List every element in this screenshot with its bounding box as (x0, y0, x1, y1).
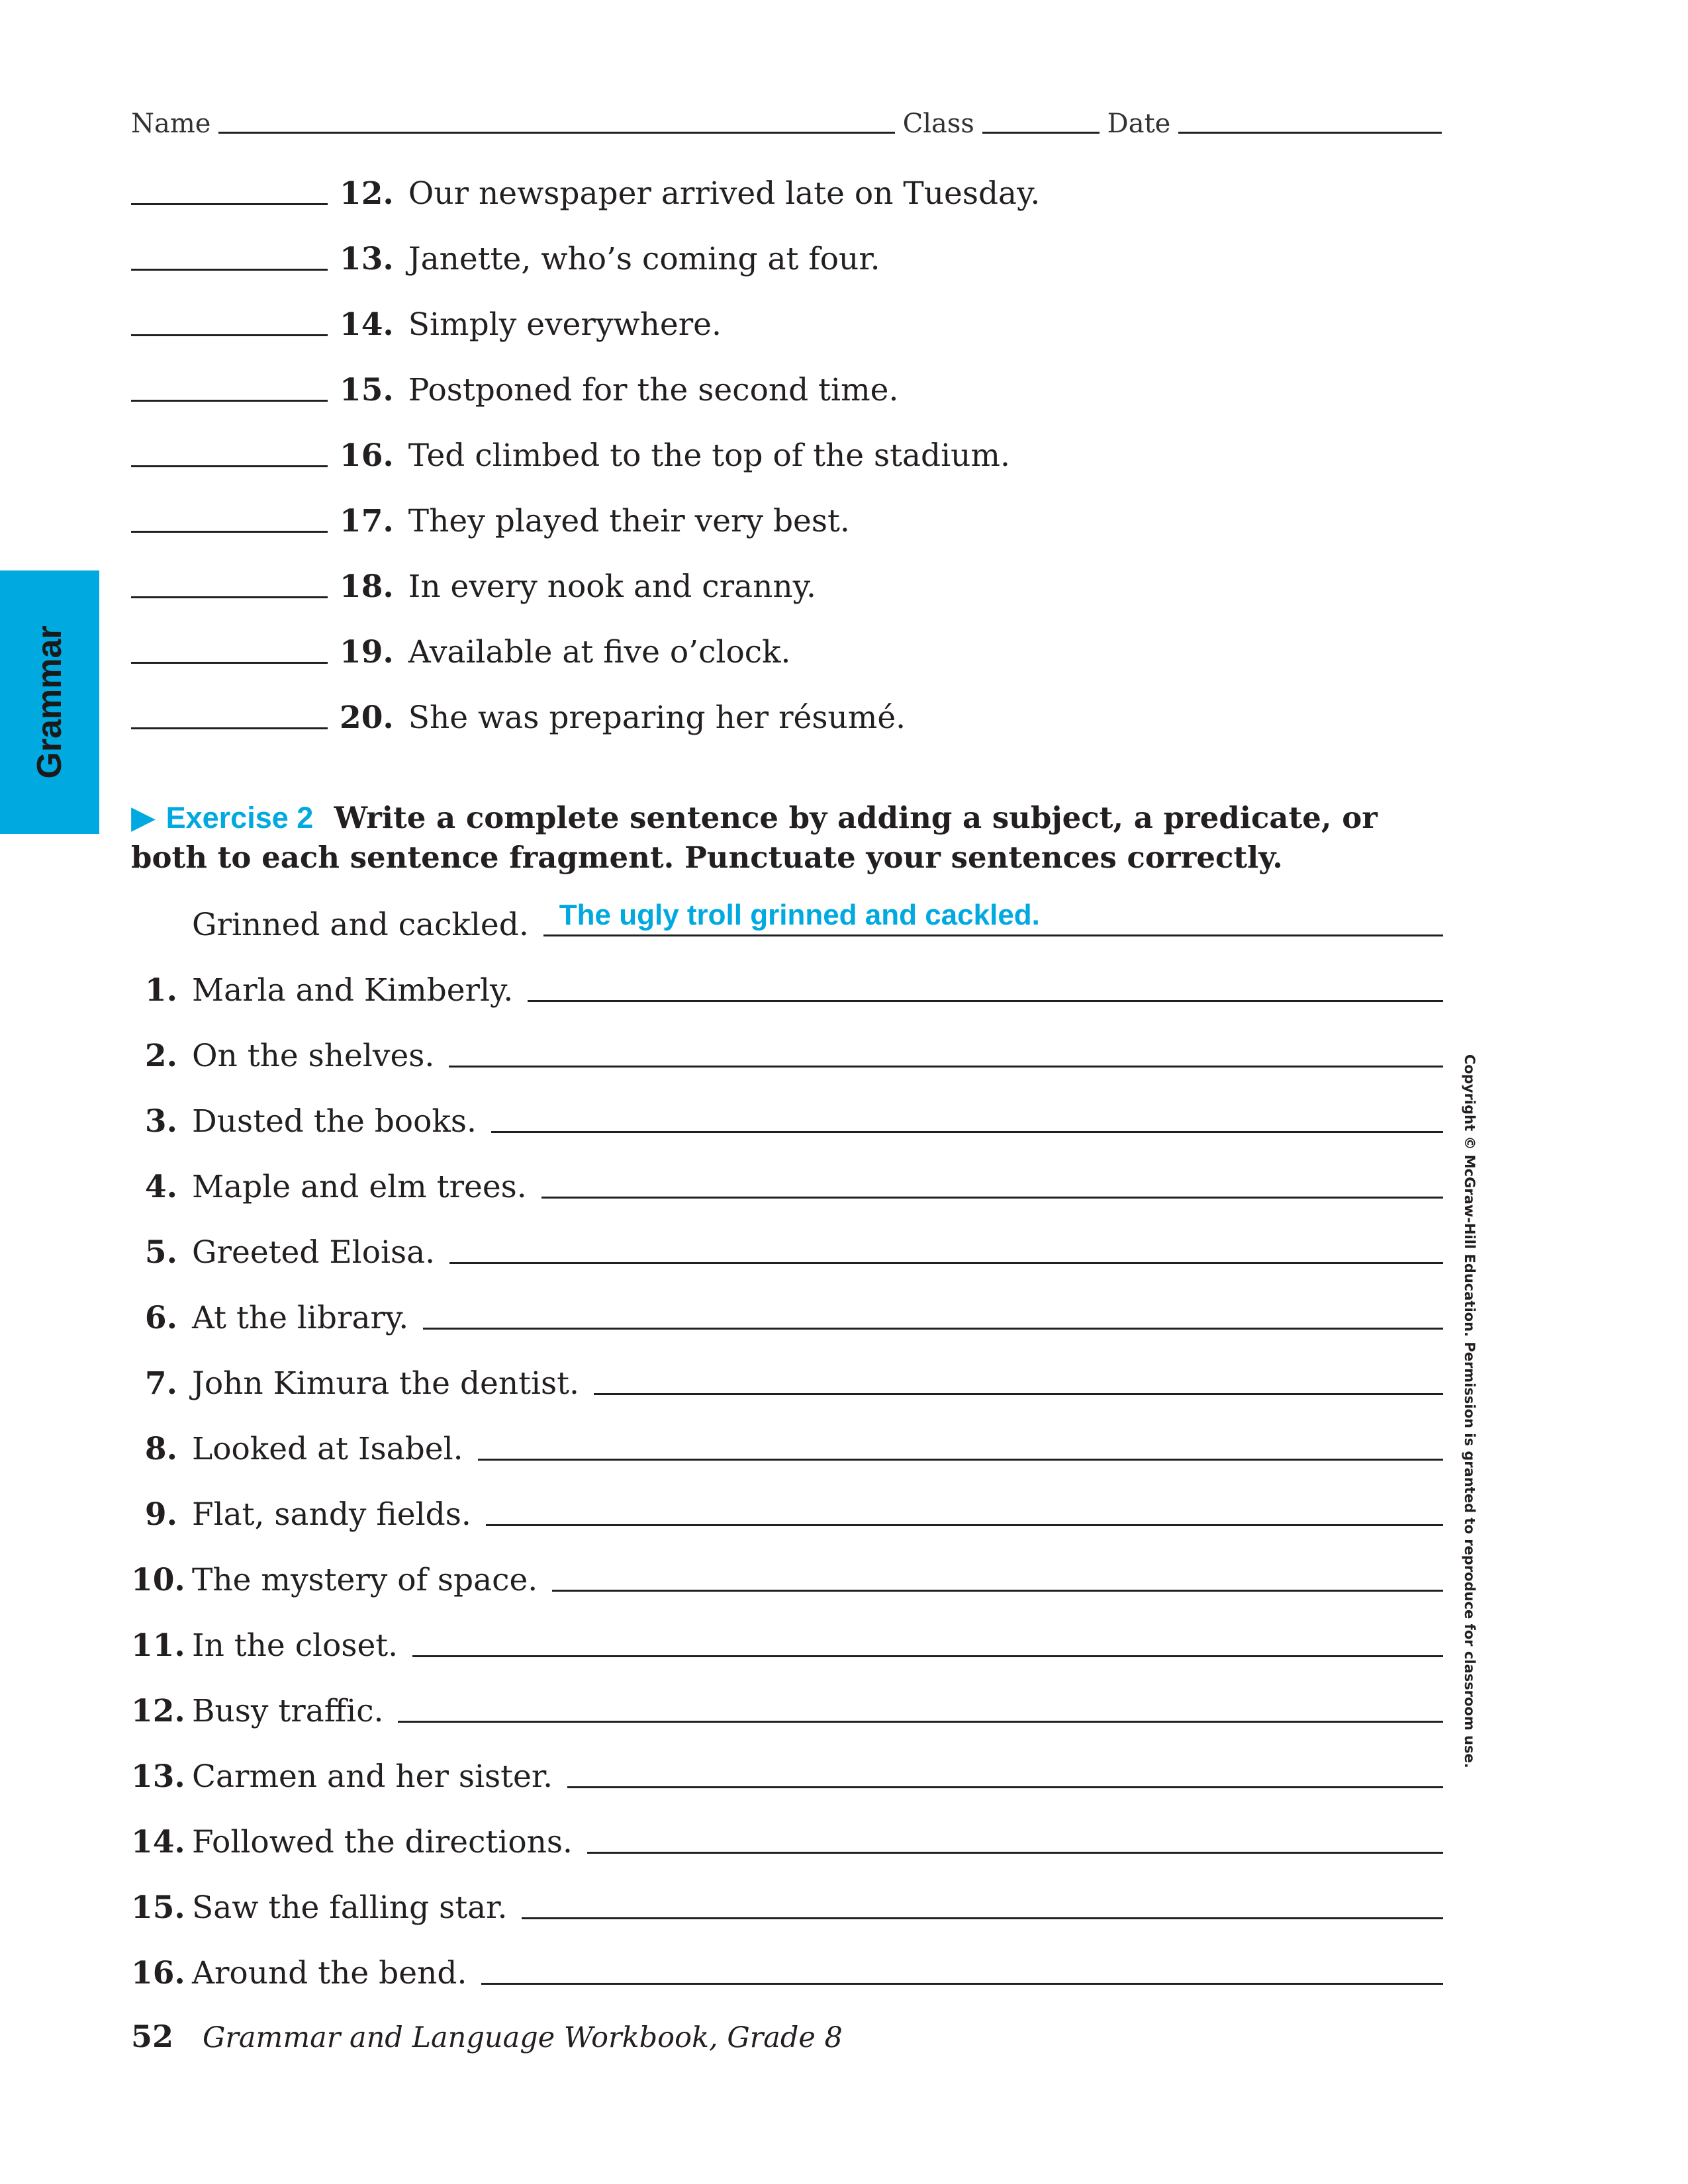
item-text: Our newspaper arrived late on Tuesday. (408, 175, 1041, 212)
date-field[interactable] (1178, 132, 1442, 134)
item-text: Available at five o’clock. (408, 634, 791, 670)
book-title: Grammar and Language Workbook, Grade 8 (203, 2021, 843, 2054)
exercise-item (131, 1880, 1443, 1926)
item-number: 17. (340, 503, 394, 539)
exercise-2-heading (131, 797, 1448, 878)
item-number: 7. (144, 1365, 177, 1402)
item-number: 5. (144, 1234, 177, 1271)
item-number: 10. (131, 1562, 185, 1598)
part1-item (131, 493, 850, 539)
exercise-item (131, 1749, 1443, 1795)
item-text: Greeted Eloisa. (192, 1234, 436, 1271)
part1-item (131, 165, 1040, 212)
item-text: Followed the directions. (192, 1824, 573, 1860)
answer-line[interactable] (449, 1066, 1443, 1068)
exercise-item (131, 1355, 1443, 1402)
date-label: Date (1107, 109, 1171, 139)
example-answer: The ugly troll grinned and cackled. (559, 899, 1040, 931)
name-label: Name (131, 109, 211, 139)
item-text: In every nook and cranny. (408, 569, 816, 605)
answer-line[interactable] (594, 1393, 1443, 1395)
item-text: Saw the falling star. (192, 1889, 508, 1926)
part1-item (131, 559, 816, 605)
answer-line[interactable] (412, 1655, 1443, 1657)
item-text: Postponed for the second time. (408, 372, 899, 408)
class-field[interactable] (982, 132, 1100, 134)
side-tab-label: Grammar (30, 625, 69, 779)
item-number: 8. (144, 1431, 177, 1467)
page-number: 52 (131, 2019, 174, 2054)
exercise-item (131, 1945, 1443, 1991)
item-number: 3. (144, 1103, 177, 1140)
item-number: 1. (144, 972, 177, 1009)
answer-line[interactable] (423, 1328, 1443, 1330)
answer-line[interactable] (541, 1197, 1443, 1199)
exercise-item (131, 1486, 1443, 1533)
item-text: She was preparing her résumé. (408, 700, 906, 736)
exercise-item (131, 1617, 1443, 1664)
page-footer (131, 2019, 843, 2054)
item-text: At the library. (192, 1300, 409, 1336)
item-number: 13. (340, 241, 394, 277)
item-number: 11. (131, 1627, 185, 1664)
exercise-item (131, 1290, 1443, 1336)
item-number: 18. (340, 569, 394, 605)
item-text: John Kimura the dentist. (192, 1365, 579, 1402)
answer-line[interactable] (522, 1917, 1443, 1919)
answer-blank[interactable] (131, 400, 328, 402)
exercise-item (131, 1028, 1443, 1074)
part1-item (131, 231, 880, 277)
answer-blank[interactable] (131, 531, 328, 533)
item-text: Busy traffic. (192, 1693, 384, 1729)
item-number: 2. (144, 1038, 177, 1074)
item-text: Dusted the books. (192, 1103, 477, 1140)
item-number: 20. (340, 700, 394, 736)
item-text: Carmen and her sister. (192, 1758, 553, 1795)
item-text: Ted climbed to the top of the stadium. (408, 437, 1010, 474)
item-text: Flat, sandy fields. (192, 1496, 471, 1533)
item-text: They played their very best. (408, 503, 850, 539)
item-number: 4. (144, 1169, 177, 1205)
answer-blank[interactable] (131, 465, 328, 467)
item-number: 9. (144, 1496, 177, 1533)
item-text: Looked at Isabel. (192, 1431, 463, 1467)
answer-line[interactable] (567, 1786, 1443, 1788)
item-number: 14. (340, 306, 394, 343)
answer-blank[interactable] (131, 203, 328, 205)
item-number: 14. (131, 1824, 185, 1860)
exercise-item (131, 962, 1443, 1009)
exercise-item (131, 1814, 1443, 1860)
exercise-instructions: Write a complete sentence by adding a subject, a predicate, or both to each sentence fragment. Punctuate your sentences correctly. (131, 800, 1378, 875)
item-text: Simply everywhere. (408, 306, 722, 343)
name-field[interactable] (218, 132, 894, 134)
item-number: 12. (340, 175, 394, 212)
part1-item (131, 362, 898, 408)
item-text: Marla and Kimberly. (192, 972, 514, 1009)
item-number: 13. (131, 1758, 185, 1795)
example-item (192, 897, 1443, 943)
answer-line[interactable] (486, 1524, 1443, 1526)
answer-blank[interactable] (131, 269, 328, 271)
item-text: In the closet. (192, 1627, 399, 1664)
exercise-item (131, 1093, 1443, 1140)
grammar-side-tab (0, 570, 99, 834)
exercise-item (131, 1224, 1443, 1271)
item-number: 12. (131, 1693, 185, 1729)
item-text: Around the bend. (192, 1955, 467, 1991)
answer-line[interactable] (491, 1131, 1443, 1133)
item-number: 16. (340, 437, 394, 474)
item-number: 15. (340, 372, 394, 408)
answer-line[interactable] (481, 1983, 1443, 1985)
item-number: 15. (131, 1889, 185, 1926)
copyright-text: Copyright © McGraw-Hill Education. Permission is granted to reproduce for classroom use. (1462, 1054, 1477, 1768)
item-number: 19. (340, 634, 394, 670)
item-text: Maple and elm trees. (192, 1169, 527, 1205)
exercise-item (131, 1421, 1443, 1467)
answer-blank[interactable] (131, 334, 328, 336)
header (131, 99, 1442, 139)
part1-item (131, 296, 722, 343)
item-text: On the shelves. (192, 1038, 435, 1074)
exercise-label: Exercise 2 (165, 801, 314, 835)
part1-item (131, 690, 906, 736)
example-text: Grinned and cackled. (192, 907, 529, 943)
answer-line[interactable] (587, 1852, 1443, 1854)
item-text: The mystery of space. (192, 1562, 538, 1598)
answer-line[interactable] (449, 1262, 1443, 1264)
exercise-item (131, 1683, 1443, 1729)
exercise-item (131, 1552, 1443, 1598)
answer-line[interactable] (478, 1459, 1443, 1461)
item-number: 16. (131, 1955, 185, 1991)
exercise-item (131, 1159, 1443, 1205)
part1-item (131, 428, 1010, 474)
answer-blank[interactable] (131, 596, 328, 598)
answer-blank[interactable] (131, 662, 328, 664)
answer-blank[interactable] (131, 727, 328, 729)
item-number: 6. (144, 1300, 177, 1336)
item-text: Janette, who’s coming at four. (408, 241, 880, 277)
answer-line[interactable] (398, 1721, 1443, 1723)
part1-item (131, 624, 790, 670)
answer-line[interactable] (552, 1590, 1443, 1592)
arrow-icon: ▶ (131, 799, 156, 836)
class-label: Class (902, 109, 974, 139)
answer-line[interactable] (528, 1000, 1443, 1002)
example-answer-line[interactable] (543, 899, 1443, 936)
